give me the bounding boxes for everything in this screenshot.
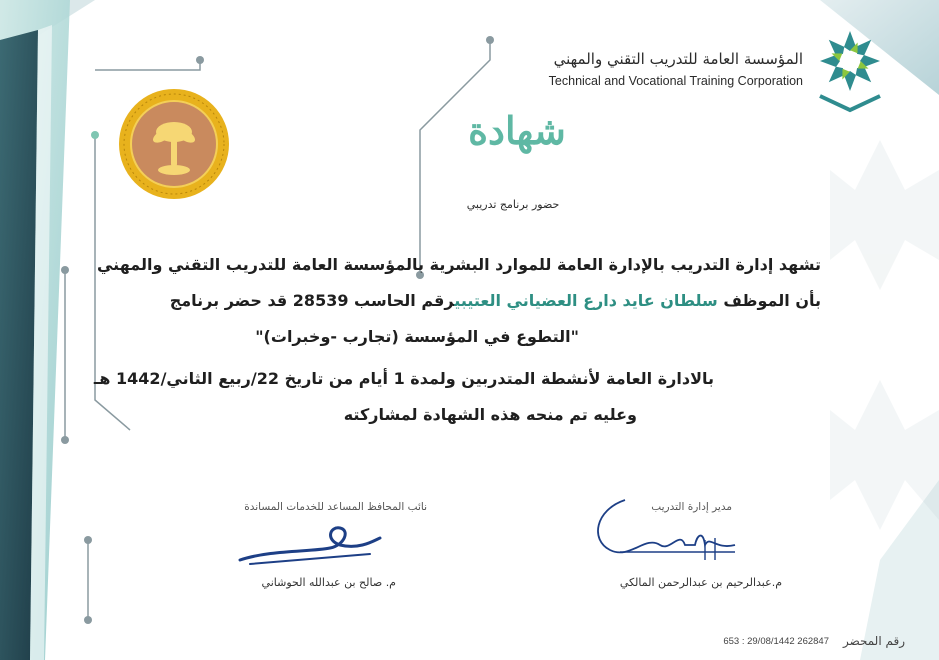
record-label: رقم المحضر (842, 634, 905, 648)
signature-left-icon (230, 520, 390, 570)
certificate-subtitle: حضور برنامج تدريبي (466, 198, 560, 211)
signature-right-name: م.عبدالرحيم بن عبدالرحمن المالكي (619, 576, 782, 589)
signature-right-title: مدير إدارة التدريب (651, 501, 732, 513)
organization-name-ar: المؤسسة العامة للتدريب التقني والمهني (553, 50, 803, 68)
tvtc-logo-icon (815, 28, 885, 113)
employee-name: سلطان عايد دارع العضياني العتيبي (454, 291, 718, 310)
program-name: "التطوع في المؤسسة (تجارب -وخبرات)" (255, 327, 579, 346)
body-line-1: تشهد إدارة التدريب بالإدارة العامة للموارد البشرية بالمؤسسة العامة للتدريب التقني والمهني (96, 255, 821, 274)
signature-left-name: م. صالح بن عبدالله الحوشاني (261, 576, 396, 589)
body-line-5: وعليه تم منحه هذه الشهادة لمشاركته (343, 405, 637, 424)
organization-name-en: Technical and Vocational Training Corporation (548, 74, 803, 88)
star-watermark (830, 140, 939, 530)
body-line-4: بالادارة العامة لأنشطة المتدربين ولمدة 1 أيام من تاريخ 22/ربيع الثاني/1442 هـ (93, 369, 714, 388)
award-seal-icon (118, 88, 230, 200)
record-value: 653 : 29/08/1442 262847 (723, 636, 829, 647)
line2-prefix: بأن الموظف (723, 291, 821, 310)
signature-left-title: نائب المحافظ المساعد للخدمات المساندة (244, 501, 427, 513)
body-line-2 (170, 291, 821, 310)
certificate-title: شهادة (468, 108, 566, 153)
line2-suffix: رقم الحاسب 28539 قد حضر برنامج (169, 291, 455, 310)
signature-right-icon (585, 490, 745, 570)
